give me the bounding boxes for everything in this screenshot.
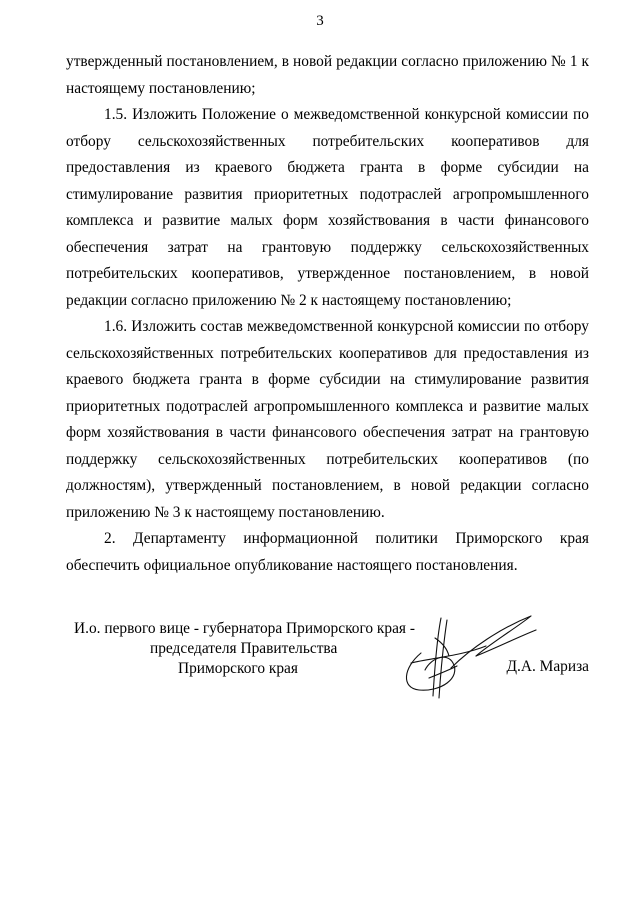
text-line: обеспечить официальное опубликование настоящего постановления.: [66, 556, 518, 574]
text-line: редакции согласно приложению № 2 к настоящему постановлению;: [66, 291, 512, 309]
handwritten-signature: [391, 608, 541, 703]
text-line: должностям), утвержденный постановлением, в новой редакции согласно: [66, 477, 589, 494]
paragraph-1-6-first-line: 1.6. Изложить состав межведомственной конкурсной комиссии по отбору: [104, 318, 589, 335]
text-line: сельскохозяйственных потребительских кооперативов для предоставления из: [66, 344, 589, 362]
text-line: приложению № 3 к настоящему постановлению.: [66, 503, 385, 521]
paragraph-2-first-line: 2. Департаменту информационной политики Приморского края: [104, 530, 589, 547]
signatory-title-line-1: И.о. первого вице - губернатора Приморского края -: [74, 620, 415, 637]
text-line: комплекса и развитие малых форм хозяйствования в части финансового: [66, 212, 589, 229]
text-line: отбору сельскохозяйственных потребительских кооперативов для: [66, 132, 589, 150]
text-line: настоящему постановлению;: [66, 79, 256, 97]
text-line: краевого бюджета гранта в форме субсидии на стимулирование развития: [66, 371, 589, 388]
document-body: [66, 49, 589, 579]
paragraph-1-5-first-line: 1.5. Изложить Положение о межведомственной конкурсной комиссии по: [104, 106, 589, 123]
text-line: стимулирование развития приоритетных подотраслей агропромышленного: [66, 185, 589, 203]
signatory-title-line-2: председателя Правительства: [150, 640, 338, 657]
text-line: поддержку сельскохозяйственных потребительских кооперативов (по: [66, 450, 589, 468]
text-line: предоставления из краевого бюджета гранта в форме субсидии на: [66, 159, 589, 176]
text-line: утвержденный постановлением, в новой редакции согласно приложению № 1 к: [66, 53, 589, 70]
text-line: потребительских кооперативов, утвержденное постановлением, в новой: [66, 265, 589, 282]
text-line: приоритетных подотраслей агропромышленного комплекса и развитие малых: [66, 397, 589, 415]
signature-block: [66, 620, 589, 710]
signatory-name: Д.А. Мариза: [506, 658, 589, 675]
page-number: 3: [316, 13, 324, 29]
text-line: обеспечения затрат на грантовую поддержку сельскохозяйственных: [66, 238, 589, 256]
text-line: форм хозяйствования в части финансового обеспечения затрат на грантовую: [66, 424, 589, 441]
signatory-title-line-3: Приморского края: [178, 660, 298, 677]
